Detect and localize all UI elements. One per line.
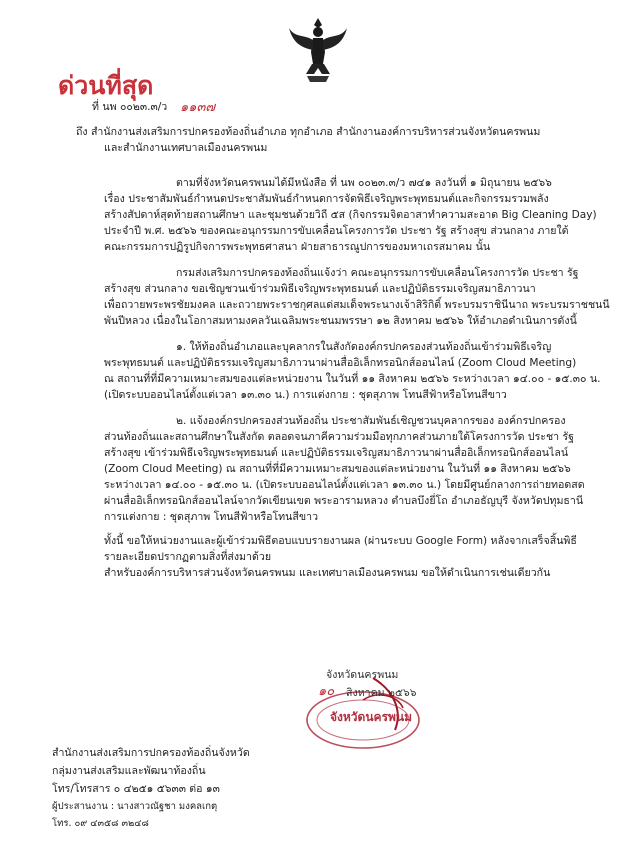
doc-number-handwritten: ๑๑๓๗ — [180, 100, 216, 115]
item2-line: ผ่านสื่ออิเล็กทรอนิกส์ออนไลน์จากวัดเขียนเขต พระอารามหลวง ตำบลบึงยี่โถ อำเภอธัญบุรี จังหวัดปทุมธานี — [104, 495, 584, 507]
para2-line: กรมส่งเสริมการปกครองท้องถิ่นแจ้งว่า คณะอนุกรรมการขับเคลื่อนโครงการวัด ประชา รัฐ — [176, 267, 579, 279]
footer-office: สำนักงานส่งเสริมการปกครองท้องถิ่นจังหวัด — [52, 747, 250, 759]
garuda-emblem-icon — [287, 14, 349, 84]
item2-line: (Zoom Cloud Meeting) ณ สถานที่ที่มีความเหมาะสมของแต่ละหน่วยงาน ในวันที่ ๑๑ สิงหาคม ๒๕๖๖ — [104, 463, 571, 475]
seal-text: จังหวัดนครพนม — [330, 710, 413, 724]
intro-line: ตามที่จังหวัดนครพนมได้มีหนังสือ ที่ นพ ๐๐๒๓.๓/ว ๗๔๑ ลงวันที่ ๑ มิถุนายน ๒๕๖๖ — [176, 177, 552, 189]
stamp-date-day: ๑๐ — [318, 684, 335, 699]
footer-coordinator: ผู้ประสานงาน : นางสาวณัฐชา มงคลเกตุ — [52, 801, 218, 812]
intro-line: คณะกรรมการปฏิรูปกิจการพระพุทธศาสนา ฝ่ายสาธารณูปการของมหาเถรสมาคม นั้น — [104, 241, 491, 253]
item1-line: ๑. ให้ท้องถิ่นอำเภอและบุคลากรในสังกัดองค์กรปกครองส่วนท้องถิ่นเข้าร่วมพิธีเจริญ — [176, 341, 552, 353]
footer-division: กลุ่มงานส่งเสริมและพัฒนาท้องถิ่น — [52, 765, 206, 777]
doc-number-prefix: ที่ นพ ๐๐๒๓.๓/ว — [92, 101, 168, 113]
item2-line: สร้างสุข เข้าร่วมพิธีเจริญพระพุทธมนต์ และปฏิบัติธรรมเจริญสมาธิภาวนาผ่านสื่ออิเล็กทรอนิกส์ออนไลน์ — [104, 447, 569, 459]
recipient-line-2: และสำนักงานเทศบาลเมืองนครพนม — [104, 142, 268, 154]
item2-line: ระหว่างเวลา ๑๔.๐๐ - ๑๕.๓๐ น. (เปิดระบบออนไลน์ตั้งแต่เวลา ๑๓.๓๐ น.) โดยมีศูนย์กลางการถ่ายทอดสด — [104, 479, 585, 491]
closing-line: สำหรับองค์การบริหารส่วนจังหวัดนครพนม และเทศบาลเมืองนครพนม ขอให้ดำเนินการเช่นเดียวกัน — [104, 567, 551, 579]
item1-line: ณ สถานที่ที่มีความเหมาะสมของแต่ละหน่วยงาน ในวันที่ ๑๑ สิงหาคม ๒๕๖๖ ระหว่างเวลา ๑๔.๐๐ - ๑๕.๓๐ น. — [104, 373, 601, 385]
intro-line: เรื่อง ประชาสัมพันธ์กำหนดประชาสัมพันธ์กำหนดการจัดพิธีเจริญพระพุทธมนต์และกิจกรรมรวมพลัง — [104, 193, 549, 205]
intro-line: ประจำปี พ.ศ. ๒๕๖๖ ของคณะอนุกรรมการขับเคลื่อนโครงการวัด ประชา รัฐ สร้างสุข ส่วนกลาง ภายใต้ — [104, 225, 569, 237]
footer-mobile: โทร. ๐๙ ๔๓๕๘ ๓๒๔๘ — [52, 818, 149, 829]
item1-line: (เปิดระบบออนไลน์ตั้งแต่เวลา ๑๓.๓๐ น.) การแต่งกาย : ชุดสุภาพ โทนสีฟ้าหรือโทนสีขาว — [104, 389, 507, 401]
stamp-province: จังหวัดนครพนม — [326, 669, 399, 681]
item2-line: ส่วนท้องถิ่นและสถานศึกษาในสังกัด ตลอดจนภาคีความร่วมมือทุกภาคส่วนภายใต้โครงการวัด ประชา รัฐ — [104, 431, 575, 443]
footer-phone: โทร/โทรสาร ๐ ๔๒๕๑ ๕๖๓๓ ต่อ ๑๓ — [52, 783, 220, 795]
urgency-label: ด่วนที่สุด — [58, 71, 154, 100]
closing-line: รายละเอียดปรากฏตามสิ่งที่ส่งมาด้วย — [104, 551, 272, 563]
para2-line: พันปีหลวง เนื่องในโอกาสมหามงคลวันเฉลิมพระชนมพรรษา ๑๒ สิงหาคม ๒๕๖๖ ให้อำเภอดำเนินการดังนี้ — [104, 315, 577, 327]
para2-line: เพื่อถวายพระพรชัยมงคล และถวายพระราชกุศลแด่สมเด็จพระนางเจ้าสิริกิติ์ พระบรมราชินีนาถ พระบรมราชชนนี — [104, 299, 610, 311]
recipient-line-1: ถึง สำนักงานส่งเสริมการปกครองท้องถิ่นอำเภอ ทุกอำเภอ สำนักงานองค์การบริหารส่วนจังหวัดนครพนม — [76, 126, 541, 138]
item1-line: พระพุทธมนต์ และปฏิบัติธรรมเจริญสมาธิภาวนาผ่านสื่ออิเล็กทรอนิกส์ออนไลน์ (Zoom Cloud Meeting) — [104, 357, 577, 369]
item2-line: ๒. แจ้งองค์กรปกครองส่วนท้องถิ่น ประชาสัมพันธ์เชิญชวนบุคลากรของ องค์กรปกครอง — [176, 415, 566, 427]
para2-line: สร้างสุข ส่วนกลาง ขอเชิญชวนเข้าร่วมพิธีเจริญพระพุทธมนต์ และปฏิบัติธรรมเจริญสมาธิภาวนา — [104, 283, 536, 295]
stamp-date: สิงหาคม ๒๕๖๖ — [346, 687, 417, 699]
item2-line: การแต่งกาย : ชุดสุภาพ โทนสีฟ้าหรือโทนสีขาว — [104, 511, 319, 523]
intro-line: สร้างสัปดาห์สุดท้ายสถานศึกษา และชุมชนด้วยวิถี ๕ส (กิจกรรมจิตอาสาทำความสะอาด Big Cleaning Day) — [104, 209, 597, 221]
closing-line: ทั้งนี้ ขอให้หน่วยงานและผู้เข้าร่วมพิธีตอบแบบรายงานผล (ผ่านระบบ Google Form) หลังจากเสร็จสิ้นพิธี — [104, 535, 577, 547]
